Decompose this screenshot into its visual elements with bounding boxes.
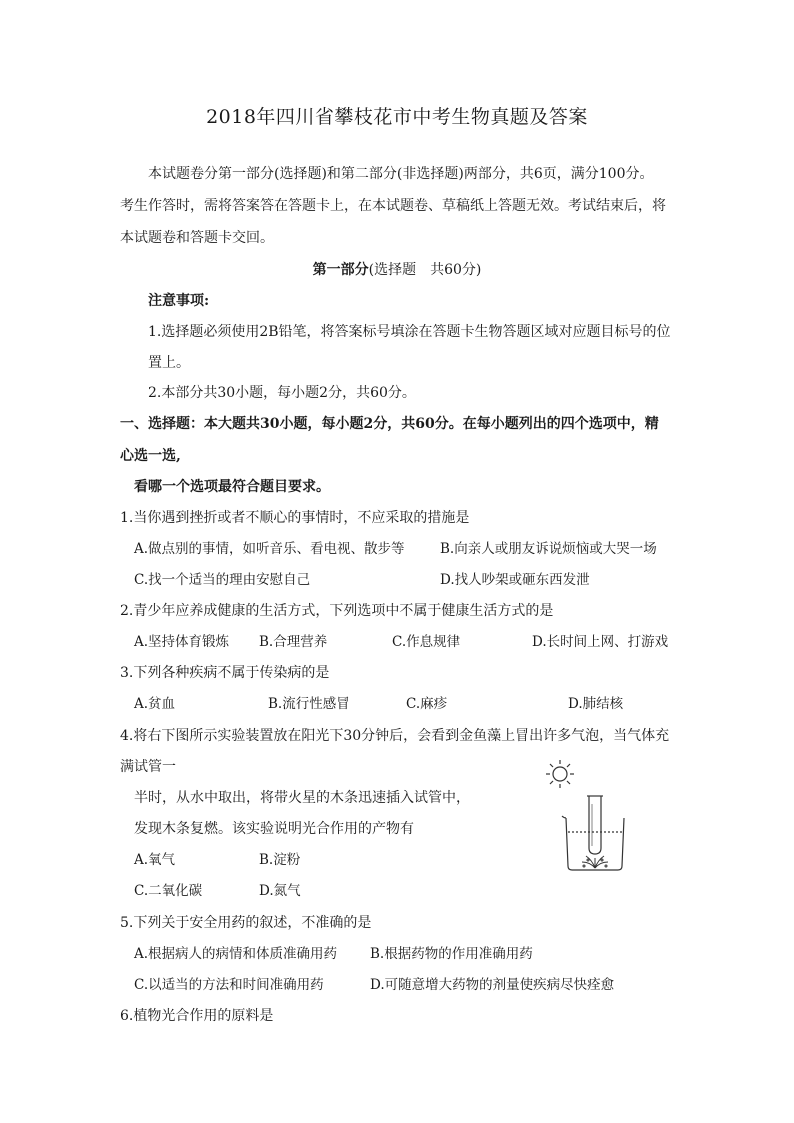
question-4-option-c: C.二氧化碳 (134, 883, 203, 899)
question-3-option-a: A.贫血 (134, 696, 176, 712)
intro-line-1: 本试题卷分第一部分(选择题)和第二部分(非选择题)两部分，共6页，满分100分。 (148, 166, 654, 182)
question-1-stem: 1.当你遇到挫折或者不顺心的事情时，不应采取的措施是 (120, 510, 470, 526)
question-3-option-b: B.流行性感冒 (268, 696, 350, 712)
intro-line-2: 考生作答时，需将答案答在答题卡上，在本试题卷、草稿纸上答题无效。考试结束后，将 (120, 198, 666, 214)
section1-line-1: 一、选择题：本大题共30小题，每小题2分，共60分。在每小题列出的四个选项中，精 (120, 416, 659, 432)
notes-item-1-line-1: 1.选择题必须使用2B铅笔，将答案标号填涂在答题卡生物答题区域对应题目标号的位 (148, 324, 671, 340)
question-5-option-b: B.根据药物的作用准确用药 (370, 946, 533, 962)
question-1-option-c: C.找一个适当的理由安慰自己 (134, 572, 311, 588)
section1-line-3: 看哪一个选项最符合题目要求。 (134, 479, 330, 495)
question-2-option-b: B.合理营养 (259, 634, 328, 650)
aquatic-plant-icon (582, 856, 608, 868)
section1-line-2: 心选一选, (120, 448, 181, 464)
question-4-option-a: A.氧气 (134, 852, 176, 868)
question-5-stem: 5.下列关于安全用药的叙述，不准确的是 (120, 915, 372, 931)
intro-line-3: 本试题卷和答题卡交回。 (120, 230, 274, 246)
experiment-figure (540, 756, 640, 876)
question-5-option-c: C.以适当的方法和时间准确用药 (134, 977, 324, 993)
question-2-option-a: A.坚持体育锻炼 (134, 634, 230, 650)
question-1-option-b: B.向亲人或朋友诉说烦恼或大哭一场 (440, 541, 657, 557)
question-4-stem-line-2: 满试管一 (120, 759, 176, 775)
question-1-option-a: A.做点别的事情，如听音乐、看电视、散步等 (134, 541, 405, 557)
question-1-option-d: D.找人吵架或砸东西发泄 (440, 572, 590, 588)
question-4-stem-line-3: 半时，从水中取出，将带火星的木条迅速插入试管中， (134, 790, 470, 806)
part1-heading-rest: (选择题 共60分) (368, 262, 482, 278)
question-4-option-b: B.淀粉 (259, 852, 301, 868)
beaker-icon (562, 816, 624, 870)
question-3-option-c: C.麻疹 (406, 696, 448, 712)
notes-item-1-line-2: 置上。 (148, 355, 190, 371)
question-4-option-d: D.氮气 (259, 883, 301, 899)
question-2-option-d: D.长时间上网、打游戏 (532, 634, 669, 650)
question-4-stem-line-4: 发现木条复燃。该实验说明光合作用的产物有 (134, 821, 414, 837)
question-3-stem: 3.下列各种疾病不属于传染病的是 (120, 665, 330, 681)
page-title: 2018年四川省攀枝花市中考生物真题及答案 (206, 106, 588, 128)
question-6-stem: 6.植物光合作用的原料是 (120, 1008, 274, 1024)
question-4-stem-line-1: 4.将右下图所示实验装置放在阳光下30分钟后，会看到金鱼藻上冒出许多气泡，当气体充 (120, 728, 670, 744)
question-5-option-a: A.根据病人的病情和体质准确用药 (134, 946, 338, 962)
notes-item-2: 2.本部分共30小题，每小题2分，共60分。 (148, 385, 416, 401)
notes-heading: 注意事项: (148, 293, 210, 309)
test-tube-icon (587, 796, 603, 854)
question-5-option-d: D.可随意增大药物的剂量使疾病尽快痊愈 (370, 977, 615, 993)
part1-heading (0, 259, 794, 279)
sun-icon (546, 760, 574, 788)
question-2-stem: 2.青少年应养成健康的生活方式，下列选项中不属于健康生活方式的是 (120, 603, 554, 619)
question-2-option-c: C.作息规律 (392, 634, 461, 650)
question-3-option-d: D.肺结核 (568, 696, 624, 712)
part1-heading-bold: 第一部分 (312, 262, 369, 278)
